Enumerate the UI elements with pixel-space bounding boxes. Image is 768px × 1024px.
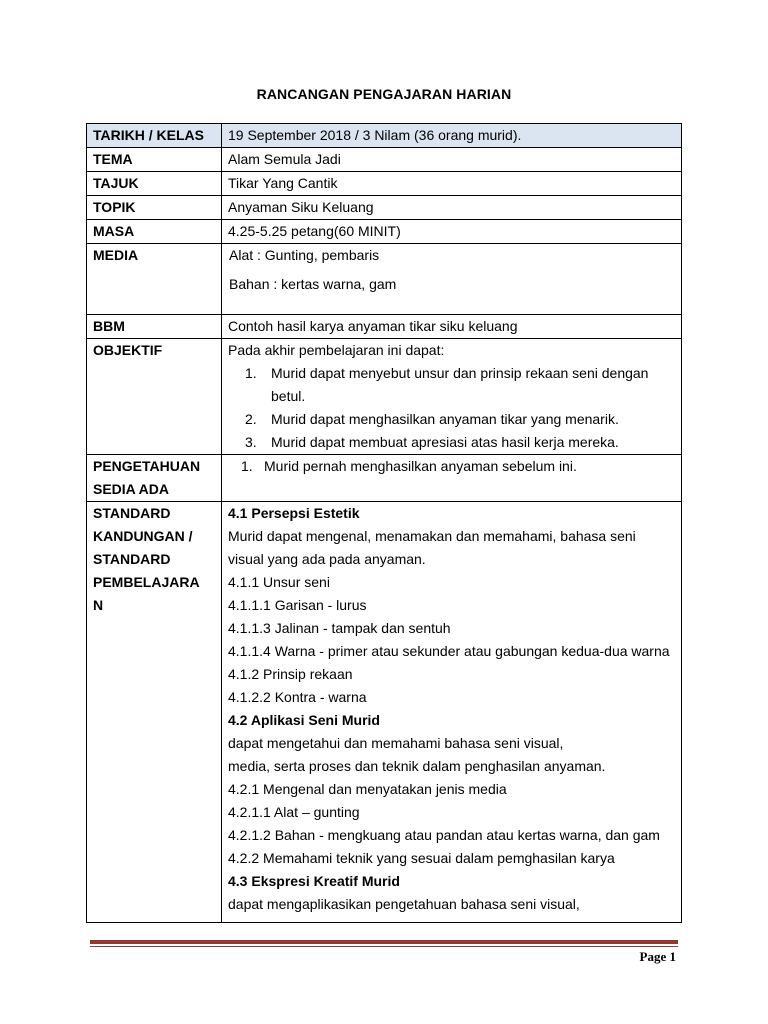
value-topik: Anyaman Siku Keluang	[222, 196, 682, 220]
standard-line: 4.1.1.4 Warna - primer atau sekunder atau gabungan kedua-dua warna	[228, 643, 670, 659]
value-tajuk: Tikar Yang Cantik	[222, 172, 682, 196]
label-line: SEDIA ADA	[93, 481, 169, 497]
list-item	[228, 431, 675, 454]
standard-heading: 4.2 Aplikasi Seni Murid	[228, 712, 380, 728]
standard-line: 4.2.1.1 Alat – gunting	[228, 804, 360, 820]
standard-line: 4.1.1.1 Garisan - lurus	[228, 597, 367, 613]
list-text: Murid dapat menyebut unsur dan prinsip rekaan seni dengan	[271, 365, 649, 381]
row-media	[87, 244, 682, 315]
media-alat: Alat : Gunting, pembaris	[229, 247, 380, 263]
row-tajuk	[87, 172, 682, 196]
standard-line: visual yang ada pada anyaman.	[228, 551, 426, 567]
page-number: Page 1	[639, 949, 676, 964]
label-bbm: BBM	[87, 315, 222, 339]
label-topik: TOPIK	[87, 196, 222, 220]
label-tarikh-kelas: TARIKH / KELAS	[87, 124, 222, 148]
label-standard	[87, 502, 222, 923]
list-text: Murid pernah menghasilkan anyaman sebelum ini.	[264, 458, 577, 474]
label-line: STANDARD	[93, 551, 171, 567]
list-number: 3.	[245, 434, 257, 450]
standard-line: 4.1.2 Prinsip rekaan	[228, 666, 353, 682]
row-tema	[87, 148, 682, 172]
value-tarikh-kelas: 19 September 2018 / 3 Nilam (36 orang murid).	[222, 124, 682, 148]
standard-heading: 4.3 Ekspresi Kreatif Murid	[228, 873, 400, 889]
standard-line: 4.2.1.2 Bahan - mengkuang atau pandan atau kertas warna, dan gam	[228, 827, 660, 843]
value-tema: Alam Semula Jadi	[222, 148, 682, 172]
standard-line: 4.1.1 Unsur seni	[228, 574, 330, 590]
standard-line: 4.1.2.2 Kontra - warna	[228, 689, 367, 705]
standard-heading: 4.1 Persepsi Estetik	[228, 505, 360, 521]
value-media	[222, 244, 682, 315]
objektif-intro: Pada akhir pembelajaran ini dapat:	[228, 342, 445, 358]
label-line: N	[93, 597, 104, 613]
row-bbm	[87, 315, 682, 339]
label-objektif: OBJEKTIF	[87, 339, 222, 455]
value-objektif	[222, 339, 682, 455]
standard-line: Murid dapat mengenal, menamakan dan memahami, bahasa seni	[228, 528, 636, 544]
label-media: MEDIA	[87, 244, 222, 315]
row-masa	[87, 220, 682, 244]
label-masa: MASA	[87, 220, 222, 244]
label-tema: TEMA	[87, 148, 222, 172]
label-tajuk: TAJUK	[87, 172, 222, 196]
standard-line: media, serta proses dan teknik dalam penghasilan anyaman.	[228, 758, 606, 774]
label-line: PEMBELAJARA	[93, 574, 200, 590]
row-standard	[87, 502, 682, 923]
media-bahan: Bahan : kertas warna, gam	[229, 276, 397, 292]
document-title: RANCANGAN PENGAJARAN HARIAN	[256, 86, 512, 102]
standard-line: dapat mengaplikasikan pengetahuan bahasa seni visual,	[228, 896, 580, 912]
row-topik	[87, 196, 682, 220]
label-line: STANDARD	[93, 505, 171, 521]
objektif-list	[228, 362, 675, 454]
standard-line: 4.2.2 Memahami teknik yang sesuai dalam pemghasilan karya	[228, 850, 615, 866]
list-text: Murid dapat membuat apresiasi atas hasil kerja mereka.	[271, 434, 619, 450]
list-number: 1.	[245, 365, 257, 381]
list-number: 1.	[241, 458, 253, 474]
value-bbm: Contoh hasil karya anyaman tikar siku keluang	[222, 315, 682, 339]
value-masa: 4.25-5.25 petang(60 MINIT)	[222, 220, 682, 244]
list-text: betul.	[271, 388, 306, 404]
list-number: 2.	[245, 411, 257, 427]
standard-line: 4.2.1 Mengenal dan menyatakan jenis media	[228, 781, 507, 797]
value-pengetahuan	[222, 455, 682, 502]
footer-rule	[90, 940, 678, 944]
list-text: Murid dapat menghasilkan anyaman tikar yang menarik.	[271, 411, 619, 427]
footer-rule-thin	[90, 946, 678, 947]
lesson-plan-table	[86, 123, 682, 923]
list-item	[228, 455, 675, 478]
row-objektif	[87, 339, 682, 455]
row-pengetahuan	[87, 455, 682, 502]
standard-line: 4.1.1.3 Jalinan - tampak dan sentuh	[228, 620, 451, 636]
list-item	[228, 408, 675, 431]
pengetahuan-list	[228, 455, 675, 478]
label-line: KANDUNGAN /	[93, 528, 193, 544]
row-tarikh-kelas	[87, 124, 682, 148]
label-pengetahuan	[87, 455, 222, 502]
label-line: PENGETAHUAN	[93, 458, 201, 474]
standard-line: dapat mengetahui dan memahami bahasa seni visual,	[228, 735, 564, 751]
list-item	[228, 362, 675, 408]
value-standard	[222, 502, 682, 923]
